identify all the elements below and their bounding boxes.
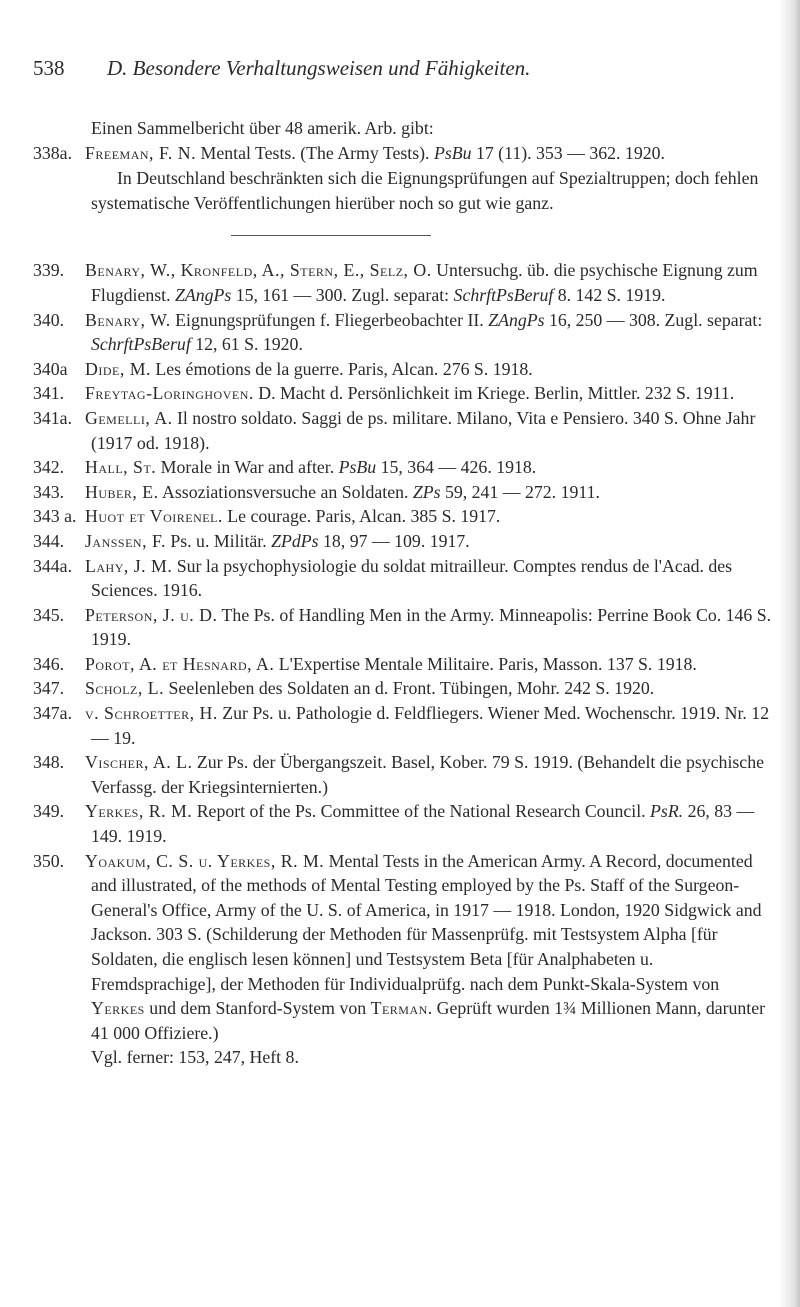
entry-text: 26, 83 — 149. 1919.: [91, 801, 755, 847]
bib-entry: [33, 357, 775, 382]
entry-author: Peterson, J. u. D.: [85, 604, 218, 625]
bib-entry: [33, 554, 775, 603]
entry-journal: SchrftPsBeruf: [91, 334, 191, 355]
entry-text: 15, 161 — 300. Zugl. separat:: [231, 284, 454, 305]
entry-number: 343.: [33, 481, 65, 502]
entry-number: 348.: [33, 752, 65, 773]
entry-journal: PsBu: [433, 142, 472, 163]
entry-number: 339.: [33, 260, 65, 281]
entry-number: 340.: [33, 309, 65, 330]
bib-entry: [33, 504, 775, 529]
page-number: 538: [33, 56, 65, 80]
entry-number: 340a: [33, 358, 68, 379]
bib-entry: [33, 849, 775, 1046]
entry-journal: PsBu: [338, 457, 377, 478]
entry-text: Assoziationsversuche an Soldaten.: [158, 481, 413, 502]
entry-text: 59, 241 — 272. 1911.: [440, 481, 600, 502]
entry-text: 18, 97 — 109. 1917.: [318, 530, 470, 551]
entry-author: Janssen, F.: [85, 530, 166, 551]
running-title: D. Besondere Verhaltungsweisen und Fähigkeiten.: [107, 56, 531, 80]
entry-journal: SchrftPsBeruf: [453, 284, 554, 305]
entry-journal: PsR.: [650, 801, 684, 822]
entry-text: 12, 61 S. 1920.: [190, 334, 303, 355]
entry-text: 8. 142 S. 1919.: [553, 284, 666, 305]
entry-author: Vischer, A. L.: [85, 752, 193, 773]
bib-entry: [33, 676, 775, 701]
entry-author: Lahy, J. M.: [85, 555, 173, 576]
entry-author: Dide, M.: [85, 358, 151, 379]
section-divider: [231, 235, 431, 236]
entry-text: . Geprüft wurden 1¾ Millionen Mann, darunter 41 000 Offiziere.): [91, 998, 766, 1043]
entry-number: 344.: [33, 530, 65, 551]
entry-text: Les émotions de la guerre. Paris, Alcan. 276 S. 1918.: [150, 358, 533, 379]
entry-text: und dem Stanford-System von: [144, 998, 371, 1019]
entry-author: Benary, W.: [85, 309, 171, 330]
bibliography-list: [33, 258, 775, 1045]
entry-text: 15, 364 — 426. 1918.: [376, 457, 537, 478]
entry-journal: ZPdPs: [271, 530, 319, 551]
entry-text: Mental Tests in the American Army. A Record, documented and illustrated, of the methods of Mental Testing employed by the Ps. Staff of the Surgeon-General's Office, Army of the U. S. of America, in 1917 — 1918. London, 1920 Sidgwick and Jackson. 303 S. (Schilderung der Methoden für Massenprüfg. mit Testsystem Alpha [für Soldaten, die englisch lesen können] und Testsystem Beta [für Analphabeten u. Fremdsprachige], der Methoden für Individualprüfg. nach dem Punkt-Skala-System von: [91, 850, 762, 994]
entry-number: 346.: [33, 653, 65, 674]
entry-number: 338a.: [33, 142, 73, 163]
entry-number: 350.: [33, 850, 65, 871]
entry-text: Eignungsprüfungen f. Fliegerbeobachter II.: [170, 309, 489, 330]
entry-author: Hall, St.: [85, 457, 157, 478]
entry-text: Sur la psychophysiologie du soldat mitrailleur. Comptes rendus de l'Acad. des Sciences. 1916.: [91, 555, 733, 601]
germany-note: In Deutschland beschränkten sich die Eignungsprüfungen auf Spezialtruppen; doch fehlen systematische Veröffentlichungen hierüber noch so gut wie ganz.: [91, 168, 759, 213]
bib-entry: [33, 799, 775, 848]
entry-author: Gemelli, A.: [85, 407, 173, 428]
entry-journal: ZAngPs: [488, 309, 545, 330]
entry-journal: ZAngPs: [174, 284, 232, 305]
bib-entry: [33, 406, 775, 455]
entry-author: Porot, A. et Hesnard, A.: [85, 653, 275, 674]
entry-author: Benary, W., Kronfeld, A., Stern, E., Selz, O.: [85, 260, 432, 281]
bib-entry: [33, 652, 775, 677]
entry-text: D. Macht d. Persönlichkeit im Kriege. Berlin, Mittler. 232 S. 1911.: [253, 383, 735, 404]
entry-number: 349.: [33, 801, 65, 822]
entry-text: 17 (11). 353 — 362. 1920.: [471, 142, 665, 163]
entry-author: Scholz, L.: [85, 678, 165, 699]
entry-text: Le courage. Paris, Alcan. 385 S. 1917.: [222, 506, 501, 527]
entry-author: Freytag-Loringhoven.: [85, 383, 254, 404]
entry-text: Untersuchg. üb. die psychische Eignung zum Flugdienst.: [91, 260, 758, 305]
entry-text: 16, 250 — 308. Zugl. separat:: [544, 309, 763, 330]
entry-number: 344a.: [33, 555, 73, 576]
bib-entry: [33, 701, 775, 750]
intro-sentence: Einen Sammelbericht über 48 amerik. Arb. gibt:: [91, 118, 434, 138]
entry-text: Zur Ps. der Übergangszeit. Basel, Kober. 79 S. 1919. (Behandelt die psychische Verfassg. der Kriegsinternierten.): [91, 752, 764, 797]
see-also-note: Vgl. ferner: 153, 247, Heft 8.: [91, 1047, 299, 1068]
entry-text: The Ps. of Handling Men in the Army. Minneapolis: Perrine Book Co. 146 S. 1919.: [91, 604, 772, 650]
bib-entry-338a: [33, 141, 775, 166]
entry-number: 347a.: [33, 703, 73, 724]
entry-number: 341.: [33, 383, 65, 404]
page-header: [33, 56, 753, 90]
entry-author: Freeman, F. N.: [85, 142, 197, 163]
entry-number: 342.: [33, 457, 65, 478]
entry-text: Mental Tests. (The Army Tests).: [196, 142, 434, 163]
page-edge-shadow: [778, 0, 800, 1307]
entry-number: 343 a.: [33, 506, 77, 527]
entry-author: Yerkes, R. M.: [85, 801, 193, 822]
entry-author: Huot et Voirenel.: [85, 506, 223, 527]
entry-text: Zur Ps. u. Pathologie d. Feldfliegers. Wiener Med. Wochenschr. 1919. Nr. 12 — 19.: [91, 703, 770, 748]
bib-entry: [33, 381, 775, 406]
bib-entry: [33, 603, 775, 652]
bib-entry: [33, 750, 775, 799]
entry-author: Terman: [370, 998, 428, 1019]
entry-text: Ps. u. Militär.: [165, 530, 272, 551]
entry-text: Seelenleben des Soldaten an d. Front. Tübingen, Mohr. 242 S. 1920.: [164, 678, 655, 699]
bib-entry: [33, 529, 775, 554]
bib-entry: [33, 455, 775, 480]
bib-entry: [33, 258, 775, 307]
entry-journal: ZPs: [412, 481, 441, 502]
bib-entry: [33, 308, 775, 357]
entry-text: Il nostro soldato. Saggi de ps. militare. Milano, Vita e Pensiero. 340 S. Ohne Jahr (1917 od. 1918).: [91, 407, 756, 453]
entry-text: L'Expertise Mentale Militaire. Paris, Masson. 137 S. 1918.: [274, 653, 697, 674]
entry-number: 347.: [33, 678, 65, 699]
entry-text: Report of the Ps. Committee of the National Research Council.: [192, 801, 651, 822]
entry-author: Huber, E.: [85, 481, 159, 502]
entry-author: v. Schroetter, H.: [85, 703, 218, 724]
entry-author: Yoakum, C. S. u. Yerkes, R. M.: [85, 850, 325, 871]
entry-number: 345.: [33, 604, 65, 625]
entry-number: 341a.: [33, 407, 73, 428]
page-body: [33, 116, 775, 1070]
entry-author: Yerkes: [91, 998, 145, 1019]
bib-entry: [33, 480, 775, 505]
entry-text: Morale in War and after.: [156, 457, 339, 478]
